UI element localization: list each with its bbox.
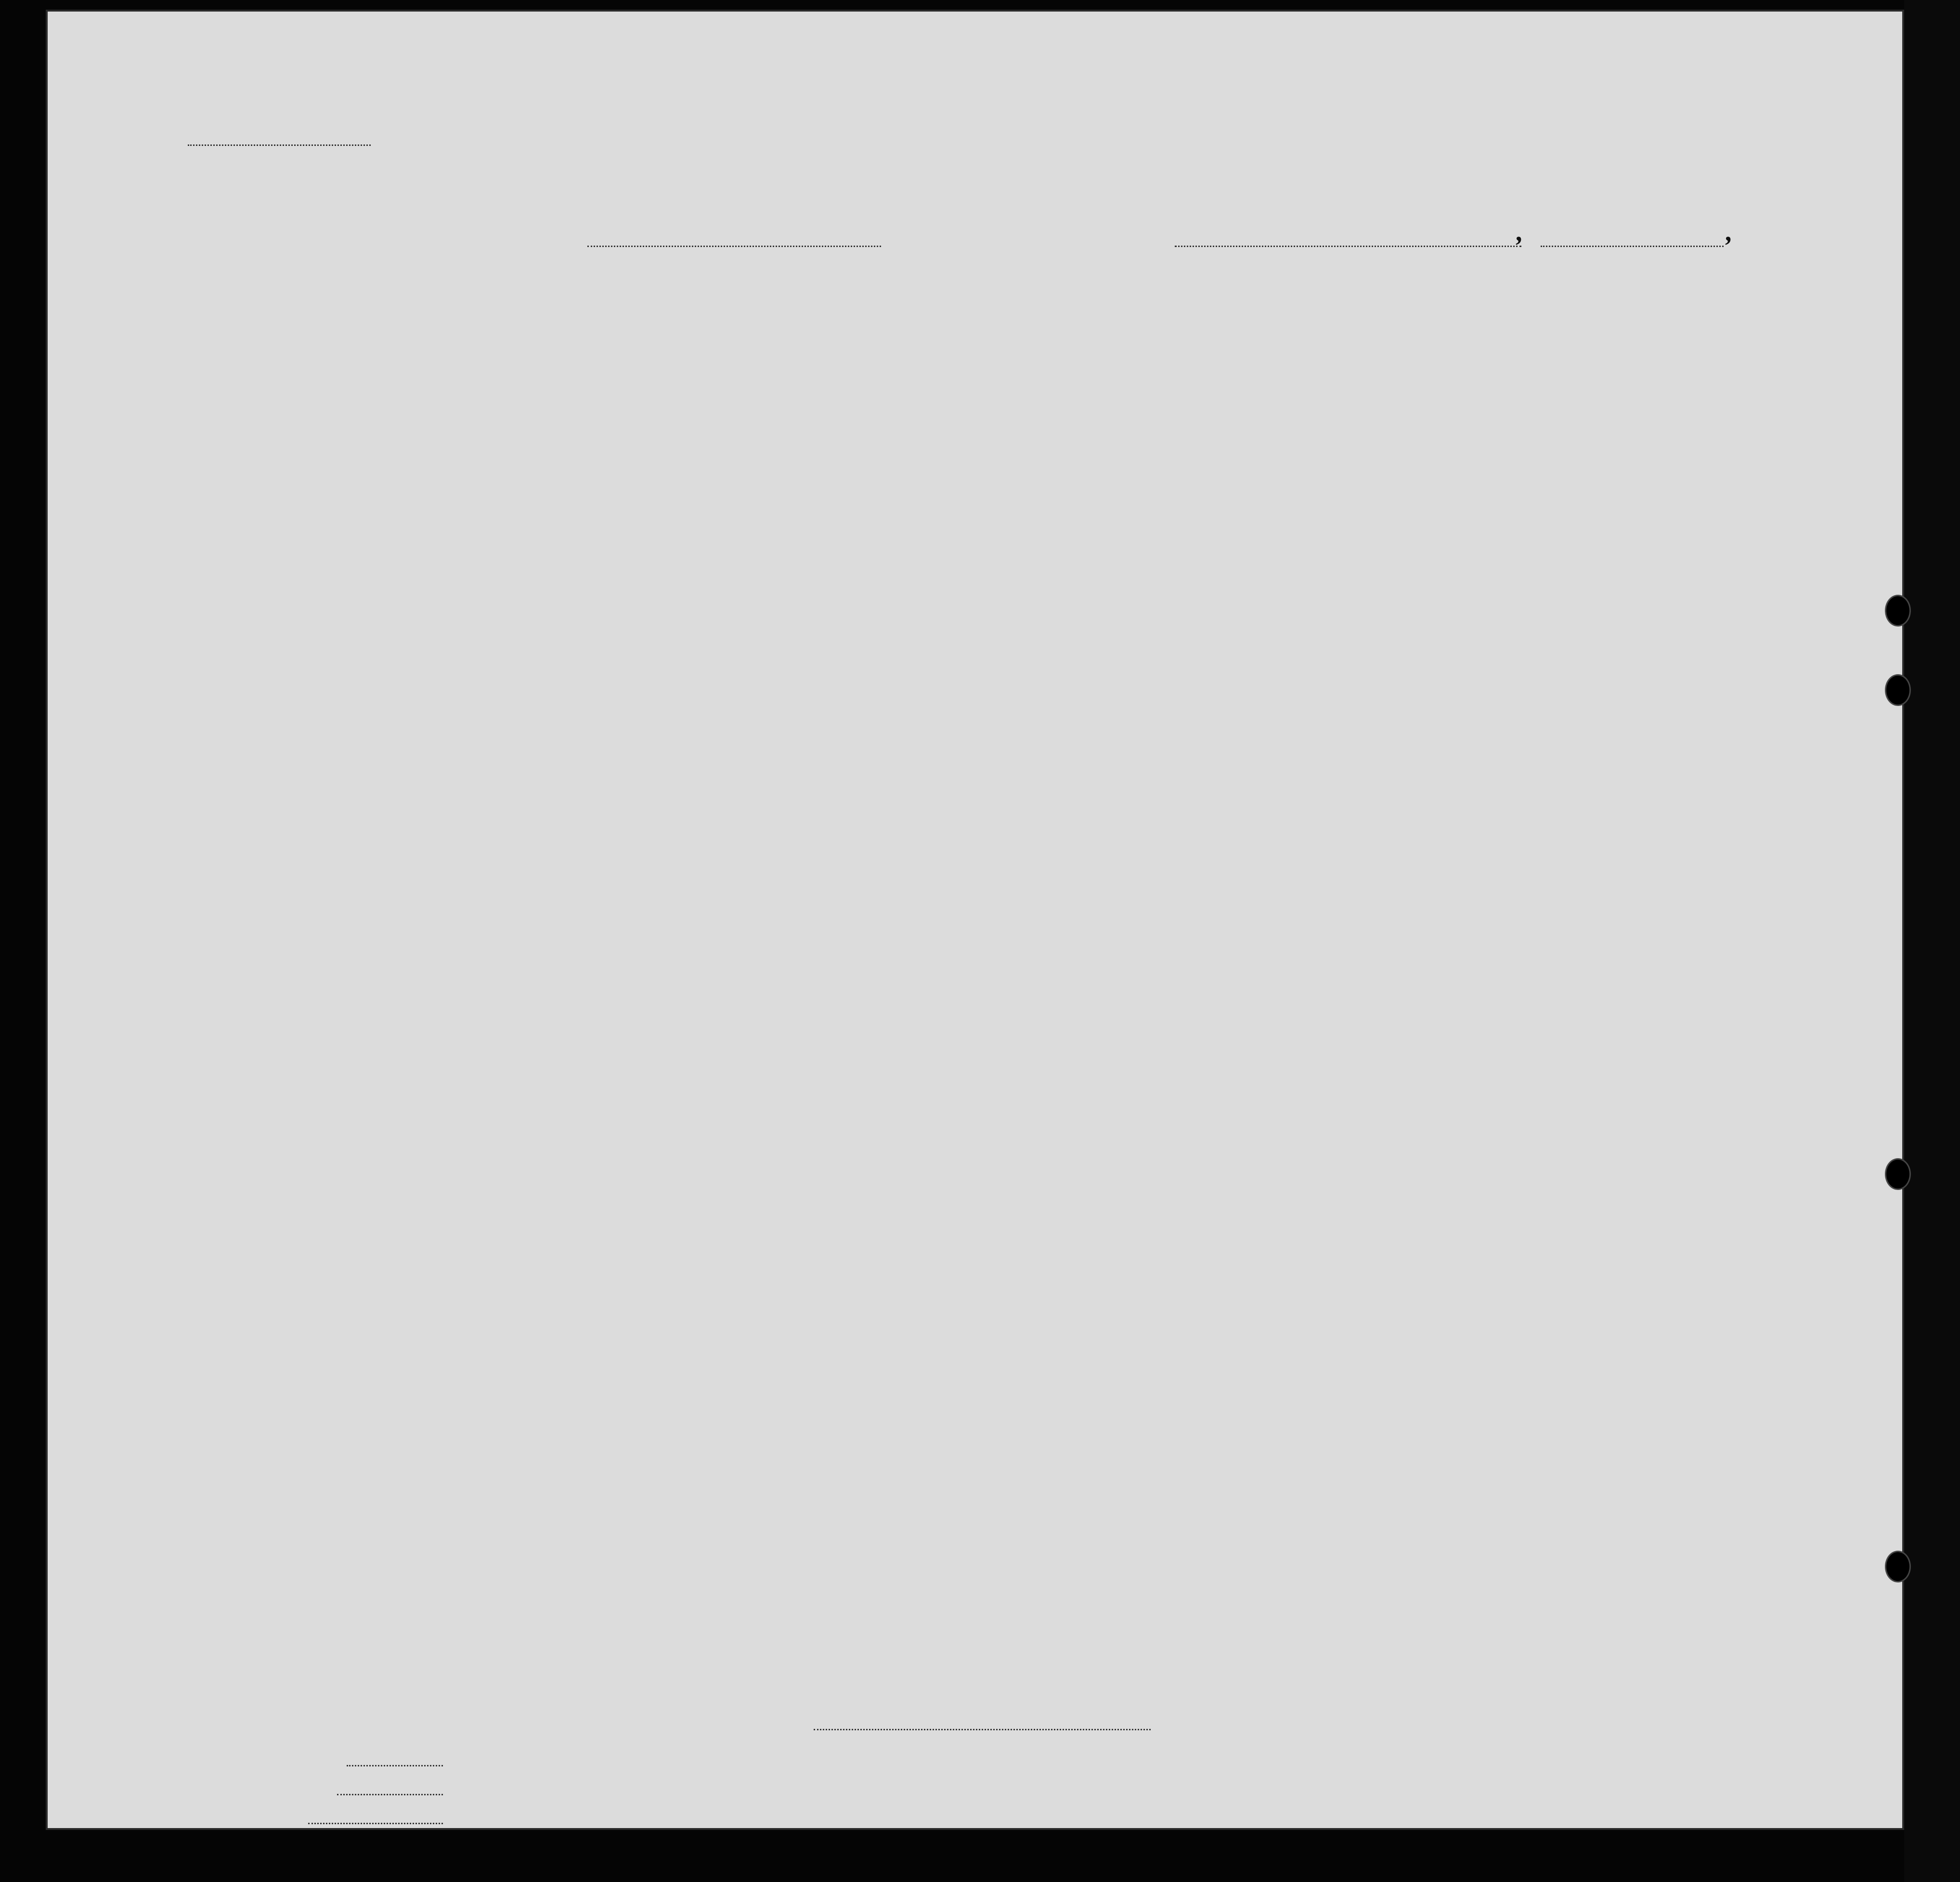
sailing-dotline	[1175, 246, 1521, 247]
binder-spine	[1904, 0, 1960, 1882]
manifest-sheet	[46, 10, 1904, 1830]
punch-hole	[1885, 674, 1911, 706]
list-dotline	[188, 144, 371, 146]
punch-hole	[1885, 1158, 1911, 1190]
purser-dotline	[814, 1729, 1151, 1730]
date-dotline	[1541, 246, 1724, 247]
ship-dotline	[587, 246, 881, 247]
punch-hole	[1885, 1551, 1911, 1582]
punch-hole	[1885, 595, 1911, 627]
